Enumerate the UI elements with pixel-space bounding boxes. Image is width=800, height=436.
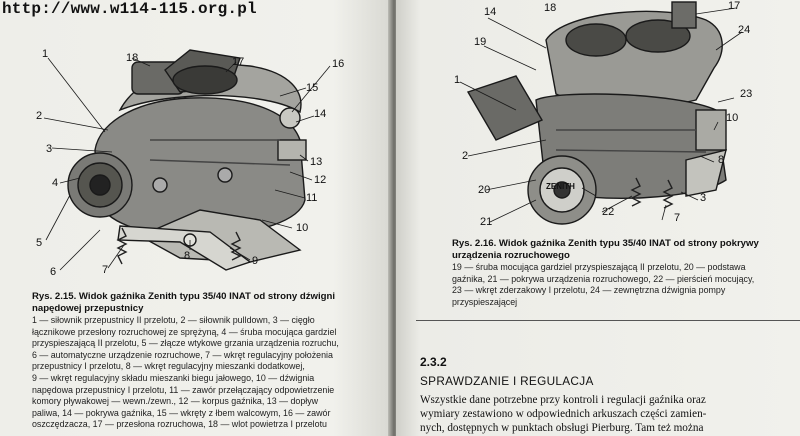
legend-line: 23 — wkręt zderzakowy I przelotu, 24 — zewnętrzna dźwignia pompy bbox=[452, 285, 726, 296]
callout-20: 20 bbox=[478, 184, 491, 196]
callout-10: 10 bbox=[726, 112, 739, 124]
callout-18: 18 bbox=[544, 2, 557, 14]
callout-8: 8 bbox=[184, 250, 191, 262]
legend-line: 9 — wkręt regulacyjny składu mieszanki biegu jałowego, 10 — dźwignia bbox=[32, 372, 315, 383]
legend-line: łącznikowe przesłony rozruchowej ze sprężyną, 4 — śruba mocująca gardziel bbox=[32, 326, 337, 337]
legend-line: przepustnicy I przelotu, 8 — wkręt regulacyjny mieszanki dodatkowej, bbox=[32, 361, 305, 372]
callout-2: 2 bbox=[36, 110, 43, 122]
callout-3: 3 bbox=[46, 143, 53, 155]
legend-line: komory pływakowej — wewn./zewn., 12 — korpus gaźnika, 13 — dopływ bbox=[32, 396, 319, 407]
callout-24: 24 bbox=[738, 24, 751, 36]
figure-caption-right bbox=[452, 238, 792, 261]
legend-line: 19 — śruba mocująca gardziel przyspieszającą II przelotu, 20 — podstawa bbox=[452, 262, 746, 272]
right-page bbox=[396, 0, 800, 436]
url-watermark: http://www.w114-115.org.pl bbox=[2, 0, 257, 18]
callout-1: 1 bbox=[454, 74, 461, 86]
callout-19: 19 bbox=[474, 36, 487, 48]
callout-6: 6 bbox=[50, 266, 57, 278]
zenith-body-label: ZENITH bbox=[546, 182, 575, 191]
legend-line: napędowa przepustnicy I przelotu, 11 — zawór przełączający odpowietrzenie bbox=[32, 384, 335, 395]
callout-3: 3 bbox=[700, 192, 707, 204]
callout-17: 17 bbox=[728, 0, 741, 12]
callout-9: 9 bbox=[252, 255, 259, 267]
legend-line: gaźnika, 21 — pokrywa urządzenia rozruchowego, 22 — pierścień mocujący, bbox=[452, 273, 755, 284]
carburetor-illustration-left bbox=[0, 0, 392, 290]
callout-15: 15 bbox=[306, 82, 319, 94]
callout-22: 22 bbox=[602, 206, 615, 218]
section-divider bbox=[416, 320, 800, 321]
callout-18: 18 bbox=[126, 52, 139, 64]
section-body bbox=[420, 393, 796, 435]
legend-line: przyspieszającej bbox=[452, 296, 518, 307]
callout-4: 4 bbox=[52, 177, 59, 189]
callout-10: 10 bbox=[296, 222, 309, 234]
callout-2: 2 bbox=[462, 150, 469, 162]
callout-14: 14 bbox=[484, 6, 497, 18]
caption-line: urządzenia rozruchowego bbox=[452, 249, 570, 261]
left-page bbox=[0, 0, 392, 436]
carburetor-illustration-right bbox=[396, 0, 800, 240]
legend-line: 6 — automatyczne urządzenie rozruchowe, 7 — wkręt regulacyjny położenia bbox=[32, 349, 333, 360]
callout-1: 1 bbox=[42, 48, 49, 60]
callout-21: 21 bbox=[480, 216, 493, 228]
callout-23: 23 bbox=[740, 88, 753, 100]
legend-line: 1 — siłownik przepustnicy II przelotu, 2 — siłownik pulldown, 3 — cięgło bbox=[32, 315, 315, 325]
caption-line: Rys. 2.16. Widok gaźnika Zenith typu 35/40 INAT od strony pokrywy bbox=[452, 238, 759, 249]
callout-16: 16 bbox=[332, 58, 345, 70]
section-number: 2.3.2 bbox=[420, 355, 447, 369]
callout-11: 11 bbox=[306, 192, 318, 204]
callout-12: 12 bbox=[314, 174, 327, 186]
caption-line: Rys. 2.15. Widok gaźnika Zenith typu 35/40 INAT od strony dźwigni bbox=[32, 291, 336, 302]
section-title: SPRAWDZANIE I REGULACJA bbox=[420, 374, 594, 388]
callout-8: 8 bbox=[718, 154, 725, 166]
legend-line: paliwa, 14 — pokrywa gaźnika, 15 — wkręty z łbem walcowym, 16 — zawór bbox=[32, 407, 331, 418]
figure-legend-right bbox=[452, 262, 792, 308]
body-line: Wszystkie dane potrzebne przy kontroli i regulacji gaźnika oraz bbox=[420, 394, 706, 406]
figure-legend-left bbox=[32, 315, 384, 431]
legend-line: przyspieszającą II przelotu, 5 — złącze wtykowe grzania urządzenia rozruchu, bbox=[32, 338, 339, 349]
figure-caption-left bbox=[32, 291, 382, 314]
body-line: wymiary zestawiono w odpowiednich arkuszach części zamien- bbox=[420, 408, 707, 420]
callout-13: 13 bbox=[310, 156, 323, 168]
callout-7: 7 bbox=[102, 264, 109, 276]
callout-7: 7 bbox=[674, 212, 681, 224]
caption-line: napędowej przepustnicy bbox=[32, 302, 144, 314]
callout-14: 14 bbox=[314, 108, 327, 120]
legend-line: oszczędzacza, 17 — przesłona rozruchowa, 18 — wlot powietrza I przelotu bbox=[32, 419, 327, 430]
callout-5: 5 bbox=[36, 237, 43, 249]
callout-17: 17 bbox=[232, 56, 245, 68]
body-line: nych, dostępnych w punktach obsługi Pierburg. Tam też można bbox=[420, 422, 704, 434]
